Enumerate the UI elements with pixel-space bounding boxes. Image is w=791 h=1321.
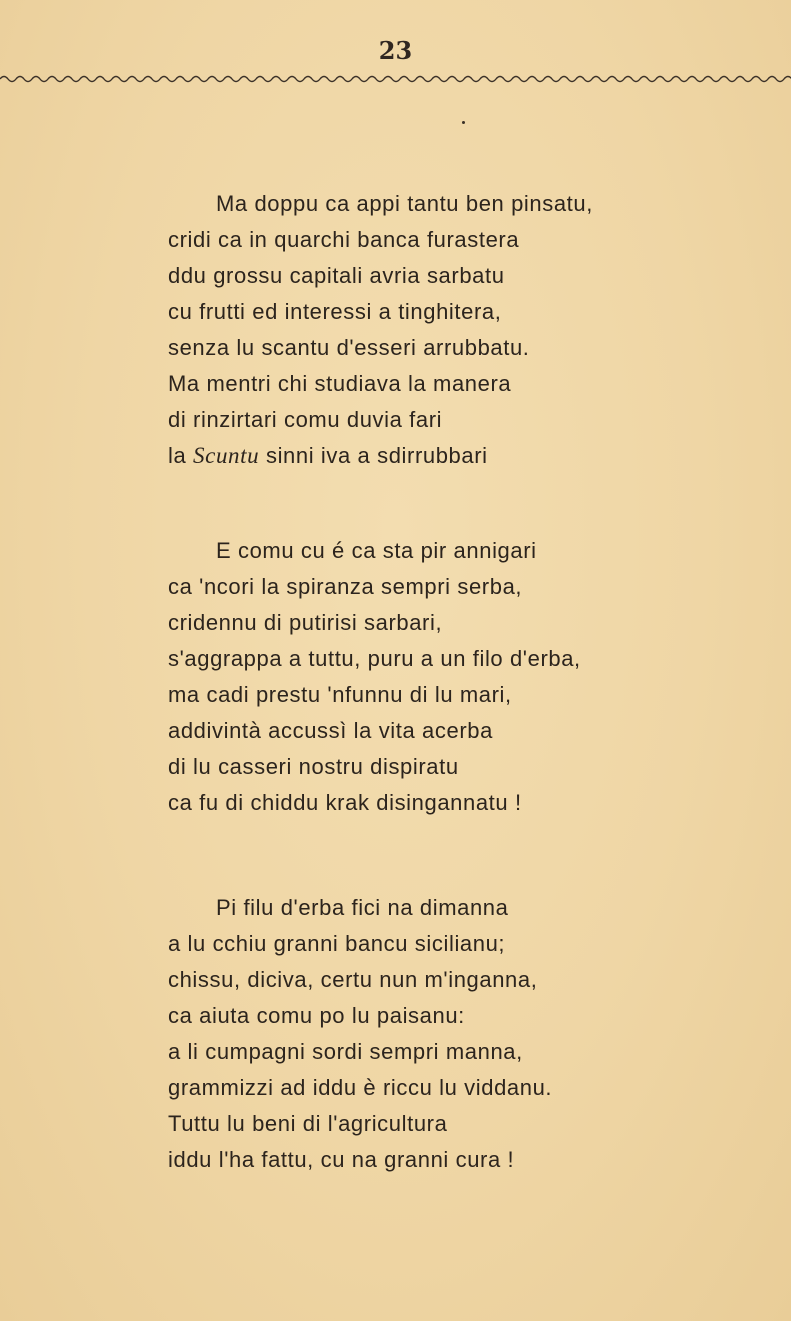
verse-line: ca aiuta comu po lu paisanu: [168, 1003, 465, 1028]
verse-line: Ma doppu ca appi tantu ben pinsatu, [216, 191, 593, 216]
verse-line-rest: sinni iva a sdirrubbari [265, 443, 488, 468]
verse-line: a li cumpagni sordi sempri manna, [168, 1039, 523, 1064]
verse-line: addivintà accussì la vita acerba [168, 718, 493, 743]
verse-line: cridennu di putirisi sarbari, [168, 610, 443, 635]
verse-line: cridi ca in quarchi banca furastera [168, 227, 520, 252]
stanza-2 [168, 533, 668, 821]
print-speck [462, 121, 465, 124]
verse-line: ca fu di chiddu krak disingannatu ! [168, 790, 522, 815]
decorative-wavy-rule [0, 72, 791, 86]
verse-line: a lu cchiu granni bancu sicilianu; [168, 931, 506, 956]
stanza-1 [168, 186, 668, 474]
verse-line: grammizzi ad iddu è riccu lu viddanu. [168, 1075, 553, 1100]
verse-line-prefix: la [168, 443, 187, 468]
verse-line: senza lu scantu d'esseri arrubbatu. [168, 335, 530, 360]
verse-line: di lu casseri nostru dispiratu [168, 754, 459, 779]
italic-word: Scuntu [193, 443, 260, 468]
verse-line: cu frutti ed interessi a tinghitera, [168, 299, 502, 324]
verse-line: iddu l'ha fattu, cu na granni cura ! [168, 1147, 515, 1172]
verse-line: s'aggrappa a tuttu, puru a un filo d'erba, [168, 646, 581, 671]
verse-line: Ma mentri chi studiava la manera [168, 371, 512, 396]
verse-line: E comu cu é ca sta pir annigari [216, 538, 537, 563]
verse-line: Tuttu lu beni di l'agricultura [168, 1111, 448, 1136]
verse-line: chissu, diciva, certu nun m'inganna, [168, 967, 538, 992]
verse-line: ca 'ncori la spiranza sempri serba, [168, 574, 523, 599]
page-number: 23 [378, 36, 413, 65]
verse-line: di rinzirtari comu duvia fari [168, 407, 443, 432]
verse-line: Pi filu d'erba fici na dimanna [216, 895, 509, 920]
stanza-3 [168, 890, 668, 1178]
verse-line: ddu grossu capitali avria sarbatu [168, 263, 505, 288]
verse-line: ma cadi prestu 'nfunnu di lu mari, [168, 682, 512, 707]
verse-line [168, 438, 668, 474]
